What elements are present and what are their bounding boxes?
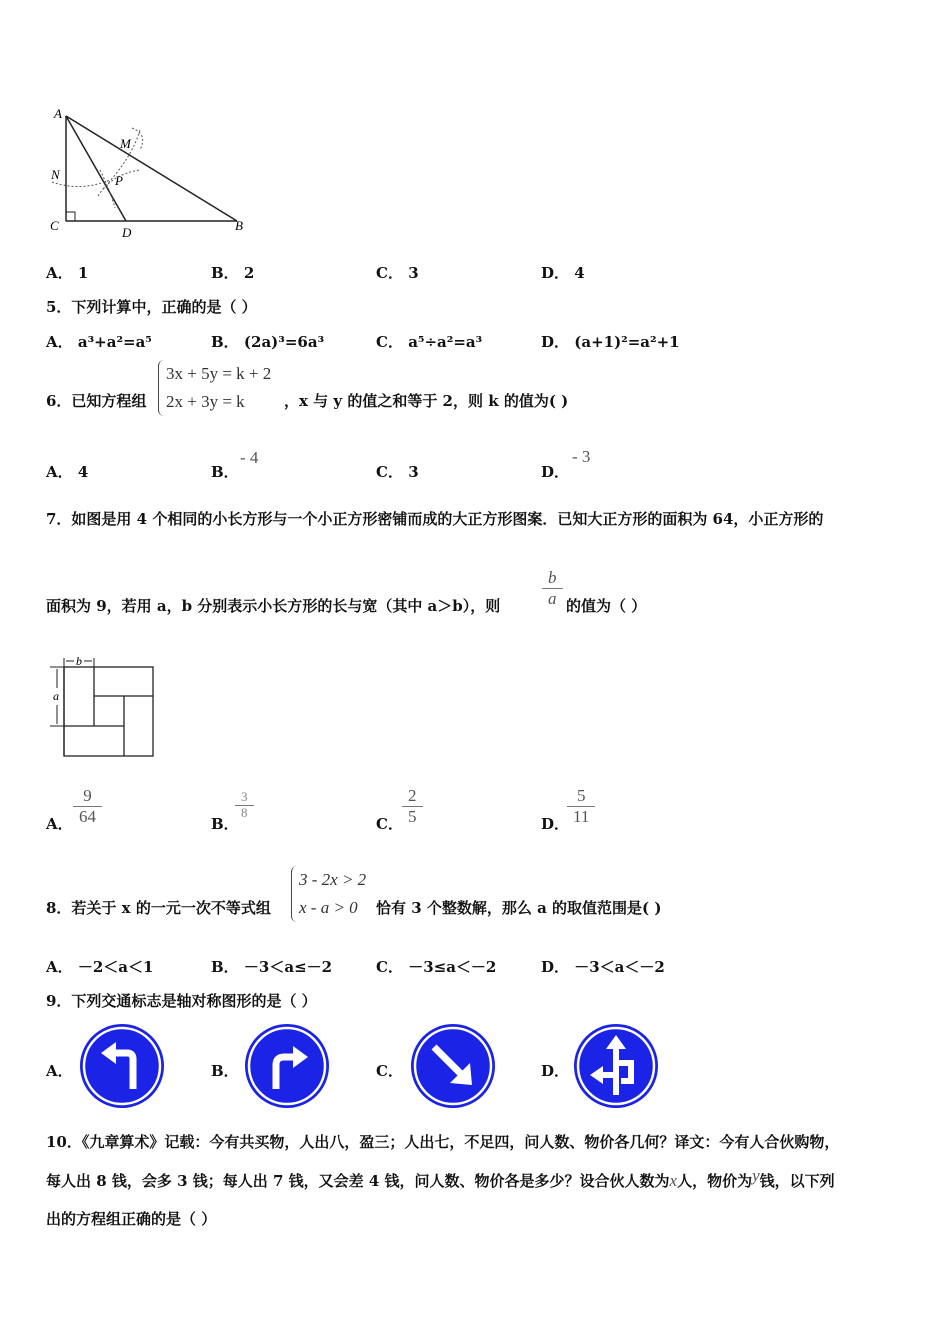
q6-option-c: C． 3 bbox=[376, 463, 419, 481]
q5-option-b: B． (2a)³=6a³ bbox=[211, 333, 325, 351]
q7-line-1: 7．如图是用 4 个相同的小长方形与一个小正方形密铺而成的大正方形图案．已知大正方形的面积为 64，小正方形的 bbox=[46, 510, 824, 528]
q7-frac-num: b bbox=[548, 568, 557, 587]
square-tiling-figure bbox=[46, 650, 158, 760]
q8-inequality-2: x - a > 0 bbox=[299, 898, 358, 917]
q9-option-a: A． bbox=[46, 1062, 73, 1080]
q6-equation-1: 3x + 5y = k + 2 bbox=[166, 364, 272, 383]
q9-stem: 9．下列交通标志是轴对称图形的是（ ） bbox=[46, 992, 317, 1010]
label-b: b bbox=[76, 654, 82, 668]
q7-option-a-fraction: $\frac{9}{64}$ bbox=[76, 786, 99, 826]
label-A: A bbox=[54, 106, 62, 121]
q10-line-3: 出的方程组正确的是（ ） bbox=[46, 1210, 217, 1228]
label-P: P bbox=[115, 173, 123, 188]
q8-inequality-1: 3 - 2x > 2 bbox=[299, 870, 367, 889]
q9-option-c: C． bbox=[376, 1062, 403, 1080]
q6-option-b-value: - 4 bbox=[240, 448, 259, 467]
label-a: a bbox=[53, 689, 59, 703]
q10-var-y: y bbox=[752, 1166, 760, 1185]
q4-option-c: C． 3 bbox=[376, 264, 419, 282]
q7-fraction-b-over-a bbox=[545, 568, 560, 608]
q10-line-1: 10．《九章算术》记载：今有共买物，人出八，盈三；人出七，不足四，问人数、物价各几何？译文：今有人合伙购物， bbox=[46, 1133, 840, 1151]
q7-option-b: B． bbox=[211, 815, 239, 833]
label-D: D bbox=[122, 225, 132, 240]
turn-right-sign-icon bbox=[244, 1023, 330, 1109]
label-C: C bbox=[50, 218, 59, 233]
q7-option-d-fraction: $\frac{5}{11}$ bbox=[570, 786, 592, 826]
q8-inequality-system bbox=[291, 866, 366, 922]
q6-stem-before: 6．已知方程组 bbox=[46, 392, 147, 410]
q6-option-d: D． bbox=[541, 463, 570, 481]
label-B: B bbox=[235, 218, 243, 233]
q4-option-b: B． 2 bbox=[211, 264, 255, 282]
q6-stem-after: ，x 与 y 的值之和等于 2，则 k 的值为( ) bbox=[284, 392, 569, 410]
q7-line-2-before: 面积为 9，若用 a，b 分别表示小长方形的长与宽（其中 a＞b），则 bbox=[46, 597, 501, 615]
q7-option-c-fraction: $\frac{2}{5}$ bbox=[405, 786, 420, 826]
q8-stem-before: 8．若关于 x 的一元一次不等式组 bbox=[46, 899, 271, 917]
q9-option-d: D． bbox=[541, 1062, 570, 1080]
q5-option-a: A． a³+a²=a⁵ bbox=[46, 333, 152, 351]
turn-left-sign-icon bbox=[79, 1023, 165, 1109]
straight-left-right-sign-icon bbox=[573, 1023, 659, 1109]
q8-option-c: C． －3≤a＜－2 bbox=[376, 958, 497, 976]
q6-option-a: A． 4 bbox=[46, 463, 89, 481]
q8-option-a: A． －2＜a＜1 bbox=[46, 958, 154, 976]
q6-option-d-value: - 3 bbox=[572, 447, 591, 466]
q7-line-2-after: 的值为（ ） bbox=[566, 597, 647, 615]
q6-equation-2: 2x + 3y = k bbox=[166, 392, 245, 411]
q8-stem-after: 恰有 3 个整数解，那么 a 的取值范围是( ) bbox=[376, 899, 662, 917]
q7-option-b-fraction: $\frac{3}{8}$ bbox=[238, 790, 251, 821]
q7-option-d: D． bbox=[541, 815, 570, 833]
q6-equation-system bbox=[158, 360, 271, 416]
q7-option-c: C． bbox=[376, 815, 403, 833]
label-M: M bbox=[120, 136, 131, 151]
q10-var-x: x bbox=[669, 1171, 678, 1190]
q4-option-d: D． 4 bbox=[541, 264, 585, 282]
q6-option-b: B． bbox=[211, 463, 239, 481]
q5-option-d: D． (a+1)²=a²+1 bbox=[541, 333, 680, 351]
q7-option-a: A． bbox=[46, 815, 73, 833]
q10-line-2: 每人出 8 钱，会多 3 钱；每人出 7 钱，又会差 4 钱，问人数、物价各是多少？设合伙人数为x人，物价为y钱，以下列 bbox=[46, 1166, 835, 1190]
down-right-sign-icon bbox=[410, 1023, 496, 1109]
q5-stem: 5．下列计算中，正确的是（ ） bbox=[46, 298, 257, 316]
q8-option-d: D． －3＜a＜－2 bbox=[541, 958, 665, 976]
q4-option-a: A． 1 bbox=[46, 264, 89, 282]
triangle-figure bbox=[40, 100, 255, 245]
q8-option-b: B． －3＜a≤－2 bbox=[211, 958, 333, 976]
q9-option-b: B． bbox=[211, 1062, 239, 1080]
q5-option-c: C． a⁵÷a²=a³ bbox=[376, 333, 483, 351]
label-N: N bbox=[51, 167, 60, 182]
q7-frac-den: a bbox=[548, 588, 557, 608]
